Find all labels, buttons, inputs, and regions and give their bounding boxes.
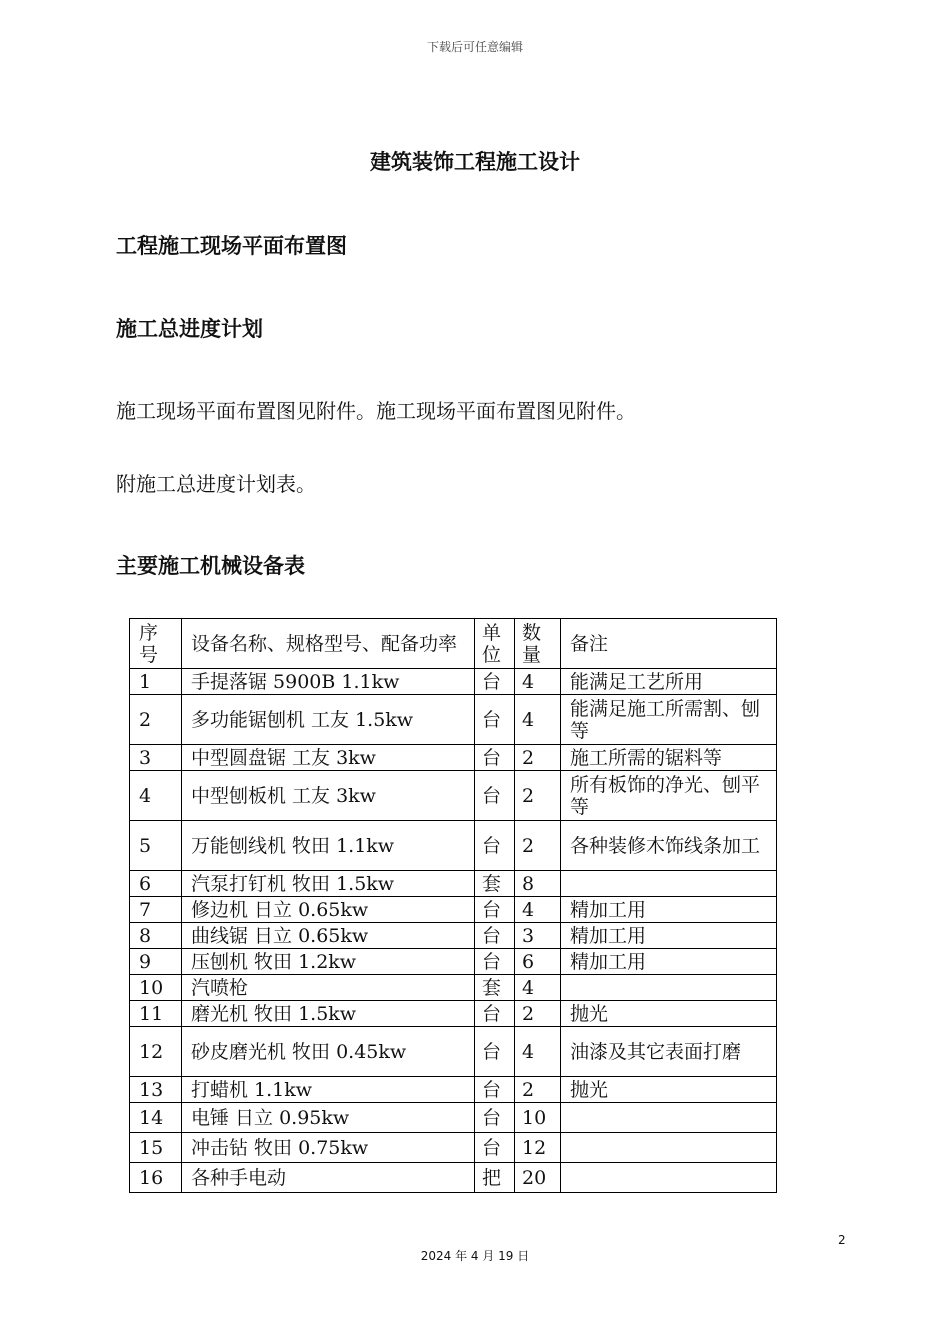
- serial-cell: 4: [130, 771, 182, 821]
- unit-cell: 台: [475, 745, 515, 771]
- serial-cell: 1: [130, 669, 182, 695]
- remarks-cell: 各种装修木饰线条加工: [561, 821, 777, 871]
- unit-cell: 台: [475, 669, 515, 695]
- equipment-table: [129, 618, 777, 1193]
- unit-cell: 台: [475, 1077, 515, 1103]
- quantity-cell: 2: [515, 745, 561, 771]
- quantity-cell: 10: [515, 1103, 561, 1133]
- equipment-cell: 中型刨板机 工友 3kw: [182, 771, 475, 821]
- table-row: [130, 745, 777, 771]
- unit-cell: 把: [475, 1163, 515, 1193]
- table-header-row: [130, 619, 777, 669]
- quantity-cell: 3: [515, 923, 561, 949]
- remarks-cell: 精加工用: [561, 923, 777, 949]
- quantity-cell: 4: [515, 975, 561, 1001]
- quantity-cell: 4: [515, 1027, 561, 1077]
- document-title: 建筑装饰工程施工设计: [370, 150, 580, 174]
- heading-schedule: 施工总进度计划: [116, 317, 263, 341]
- remarks-cell: 抛光: [561, 1001, 777, 1027]
- table-row: [130, 1001, 777, 1027]
- remarks-cell: [561, 871, 777, 897]
- unit-cell: 台: [475, 949, 515, 975]
- serial-cell: 11: [130, 1001, 182, 1027]
- serial-cell: 6: [130, 871, 182, 897]
- quantity-cell: 12: [515, 1133, 561, 1163]
- remarks-cell: 施工所需的锯料等: [561, 745, 777, 771]
- page-number: 2: [838, 1233, 846, 1247]
- schedule-note-paragraph: 附施工总进度计划表。: [116, 472, 316, 496]
- remarks-cell: [561, 1163, 777, 1193]
- header-equipment-name: 设备名称、规格型号、配备功率: [182, 619, 475, 669]
- equipment-cell: 曲线锯 日立 0.65kw: [182, 923, 475, 949]
- heading-equipment: 主要施工机械设备表: [116, 554, 305, 578]
- equipment-cell: 冲击钻 牧田 0.75kw: [182, 1133, 475, 1163]
- serial-cell: 7: [130, 897, 182, 923]
- quantity-cell: 4: [515, 695, 561, 745]
- equipment-cell: 汽泵打钉机 牧田 1.5kw: [182, 871, 475, 897]
- unit-cell: 台: [475, 695, 515, 745]
- table-row: [130, 897, 777, 923]
- serial-cell: 15: [130, 1133, 182, 1163]
- quantity-cell: 4: [515, 669, 561, 695]
- serial-cell: 2: [130, 695, 182, 745]
- quantity-cell: 2: [515, 771, 561, 821]
- equipment-cell: 多功能锯刨机 工友 1.5kw: [182, 695, 475, 745]
- equipment-cell: 磨光机 牧田 1.5kw: [182, 1001, 475, 1027]
- quantity-cell: 2: [515, 1001, 561, 1027]
- remarks-cell: [561, 975, 777, 1001]
- table-row: [130, 975, 777, 1001]
- unit-cell: 台: [475, 1001, 515, 1027]
- remarks-cell: 所有板饰的净光、刨平等: [561, 771, 777, 821]
- table-row: [130, 821, 777, 871]
- equipment-cell: 修边机 日立 0.65kw: [182, 897, 475, 923]
- serial-cell: 3: [130, 745, 182, 771]
- table-row: [130, 1103, 777, 1133]
- unit-cell: 台: [475, 821, 515, 871]
- serial-cell: 9: [130, 949, 182, 975]
- equipment-cell: 电锤 日立 0.95kw: [182, 1103, 475, 1133]
- equipment-cell: 手提落锯 5900B 1.1kw: [182, 669, 475, 695]
- serial-cell: 8: [130, 923, 182, 949]
- serial-cell: 16: [130, 1163, 182, 1193]
- equipment-cell: 中型圆盘锯 工友 3kw: [182, 745, 475, 771]
- remarks-cell: 能满足施工所需割、刨等: [561, 695, 777, 745]
- table-row: [130, 923, 777, 949]
- table-row: [130, 871, 777, 897]
- remarks-cell: 油漆及其它表面打磨: [561, 1027, 777, 1077]
- unit-cell: 台: [475, 771, 515, 821]
- header-serial: 序号: [130, 619, 182, 669]
- serial-cell: 5: [130, 821, 182, 871]
- table-row: [130, 1077, 777, 1103]
- quantity-cell: 6: [515, 949, 561, 975]
- footer-date: 2024 年 4 月 19 日: [420, 1249, 530, 1263]
- header-unit: 单位: [475, 619, 515, 669]
- equipment-cell: 砂皮磨光机 牧田 0.45kw: [182, 1027, 475, 1077]
- unit-cell: 台: [475, 1133, 515, 1163]
- table-row: [130, 669, 777, 695]
- heading-site-layout: 工程施工现场平面布置图: [116, 234, 347, 258]
- table-row: [130, 771, 777, 821]
- table-row: [130, 1133, 777, 1163]
- quantity-cell: 4: [515, 897, 561, 923]
- quantity-cell: 2: [515, 1077, 561, 1103]
- remarks-cell: 抛光: [561, 1077, 777, 1103]
- equipment-cell: 万能刨线机 牧田 1.1kw: [182, 821, 475, 871]
- serial-cell: 13: [130, 1077, 182, 1103]
- unit-cell: 台: [475, 1103, 515, 1133]
- serial-cell: 10: [130, 975, 182, 1001]
- remarks-cell: [561, 1103, 777, 1133]
- page-header: 下载后可任意编辑: [426, 40, 523, 54]
- equipment-cell: 打蜡机 1.1kw: [182, 1077, 475, 1103]
- remarks-cell: [561, 1133, 777, 1163]
- table-row: [130, 695, 777, 745]
- quantity-cell: 20: [515, 1163, 561, 1193]
- equipment-cell: 压刨机 牧田 1.2kw: [182, 949, 475, 975]
- remarks-cell: 能满足工艺所用: [561, 669, 777, 695]
- quantity-cell: 2: [515, 821, 561, 871]
- remarks-cell: 精加工用: [561, 897, 777, 923]
- header-remarks: 备注: [561, 619, 777, 669]
- layout-note-paragraph: 施工现场平面布置图见附件。施工现场平面布置图见附件。: [116, 399, 636, 423]
- unit-cell: 套: [475, 871, 515, 897]
- table-row: [130, 1163, 777, 1193]
- table-row: [130, 949, 777, 975]
- header-quantity: 数量: [515, 619, 561, 669]
- serial-cell: 12: [130, 1027, 182, 1077]
- remarks-cell: 精加工用: [561, 949, 777, 975]
- table-row: [130, 1027, 777, 1077]
- unit-cell: 台: [475, 897, 515, 923]
- equipment-cell: 汽喷枪: [182, 975, 475, 1001]
- unit-cell: 台: [475, 1027, 515, 1077]
- equipment-cell: 各种手电动: [182, 1163, 475, 1193]
- unit-cell: 套: [475, 975, 515, 1001]
- unit-cell: 台: [475, 923, 515, 949]
- quantity-cell: 8: [515, 871, 561, 897]
- serial-cell: 14: [130, 1103, 182, 1133]
